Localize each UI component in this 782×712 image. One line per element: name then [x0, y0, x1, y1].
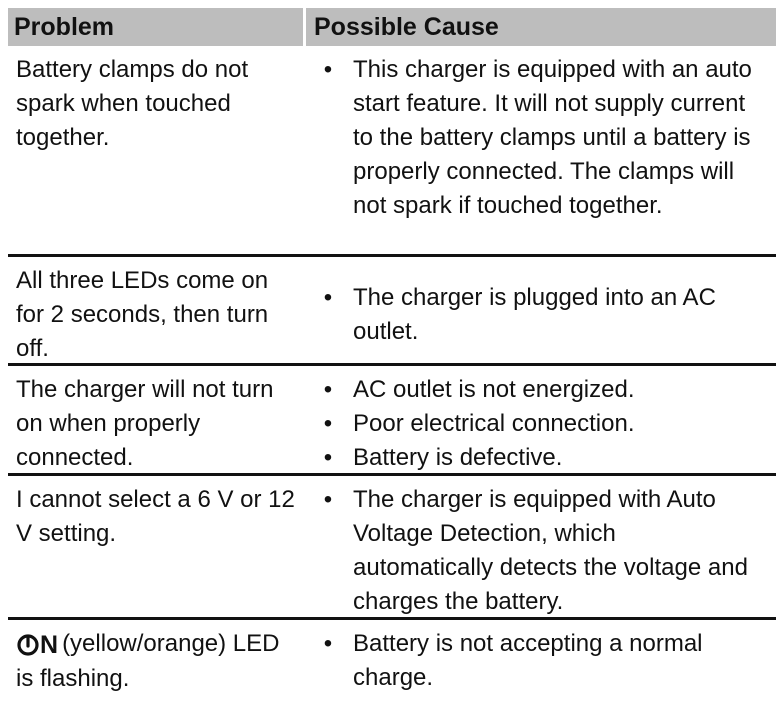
cause-text: Battery is defective. [353, 444, 563, 471]
on-letter: N [40, 630, 59, 659]
table-row [8, 363, 776, 473]
cause-text: Poor electrical connection. [353, 410, 635, 437]
problem-cell: Battery clamps do not spark when touched together. [16, 56, 249, 151]
bullet: • [323, 444, 333, 471]
power-on-icon [16, 628, 58, 662]
cause-item [297, 281, 776, 349]
table-row [8, 617, 776, 692]
bullet: • [323, 410, 333, 437]
cause-cell [297, 620, 776, 692]
table-header [8, 8, 776, 46]
cause-text: AC outlet is not energized. [353, 376, 635, 403]
problem-cell: The charger will not turn on when properly connected. [16, 376, 274, 471]
bullet: • [323, 284, 333, 311]
bullet: • [323, 630, 333, 657]
cause-text: This charger is equipped with an auto start feature. It will not supply current to the battery clamps until a battery is properly connected. The clamps will not spark if touched together. [353, 56, 752, 219]
cause-item [297, 441, 776, 475]
problem-cell: I cannot select a 6 V or 12 V setting. [16, 486, 295, 547]
cause-item [297, 407, 776, 441]
cause-cell [297, 257, 776, 363]
cause-item [297, 483, 776, 619]
cause-item [297, 373, 776, 407]
cause-item [297, 53, 776, 223]
bullet: • [323, 376, 333, 403]
cause-text: The charger is plugged into an AC outlet. [353, 284, 716, 345]
cause-text: The charger is equipped with Auto Voltage Detection, which automatically detects the voltage and charges the battery. [353, 486, 748, 615]
cause-cell [297, 366, 776, 473]
bullet: • [323, 486, 333, 513]
header-possible-cause: Possible Cause [303, 8, 776, 46]
troubleshooting-table [8, 8, 776, 692]
table-row [8, 473, 776, 617]
power-symbol-icon [16, 633, 40, 657]
problem-text: (yellow/orange) LED is flashing. [16, 630, 280, 692]
cause-cell [297, 476, 776, 617]
bullet: • [323, 56, 333, 83]
table-row [8, 254, 776, 363]
cause-text: Battery is not accepting a normal charge. [353, 630, 703, 691]
problem-cell: All three LEDs come on for 2 seconds, then turn off. [16, 267, 269, 362]
cause-item [297, 627, 776, 695]
cause-cell [297, 46, 776, 254]
table-row [8, 46, 776, 254]
problem-cell [8, 620, 297, 692]
header-problem: Problem [14, 13, 115, 41]
